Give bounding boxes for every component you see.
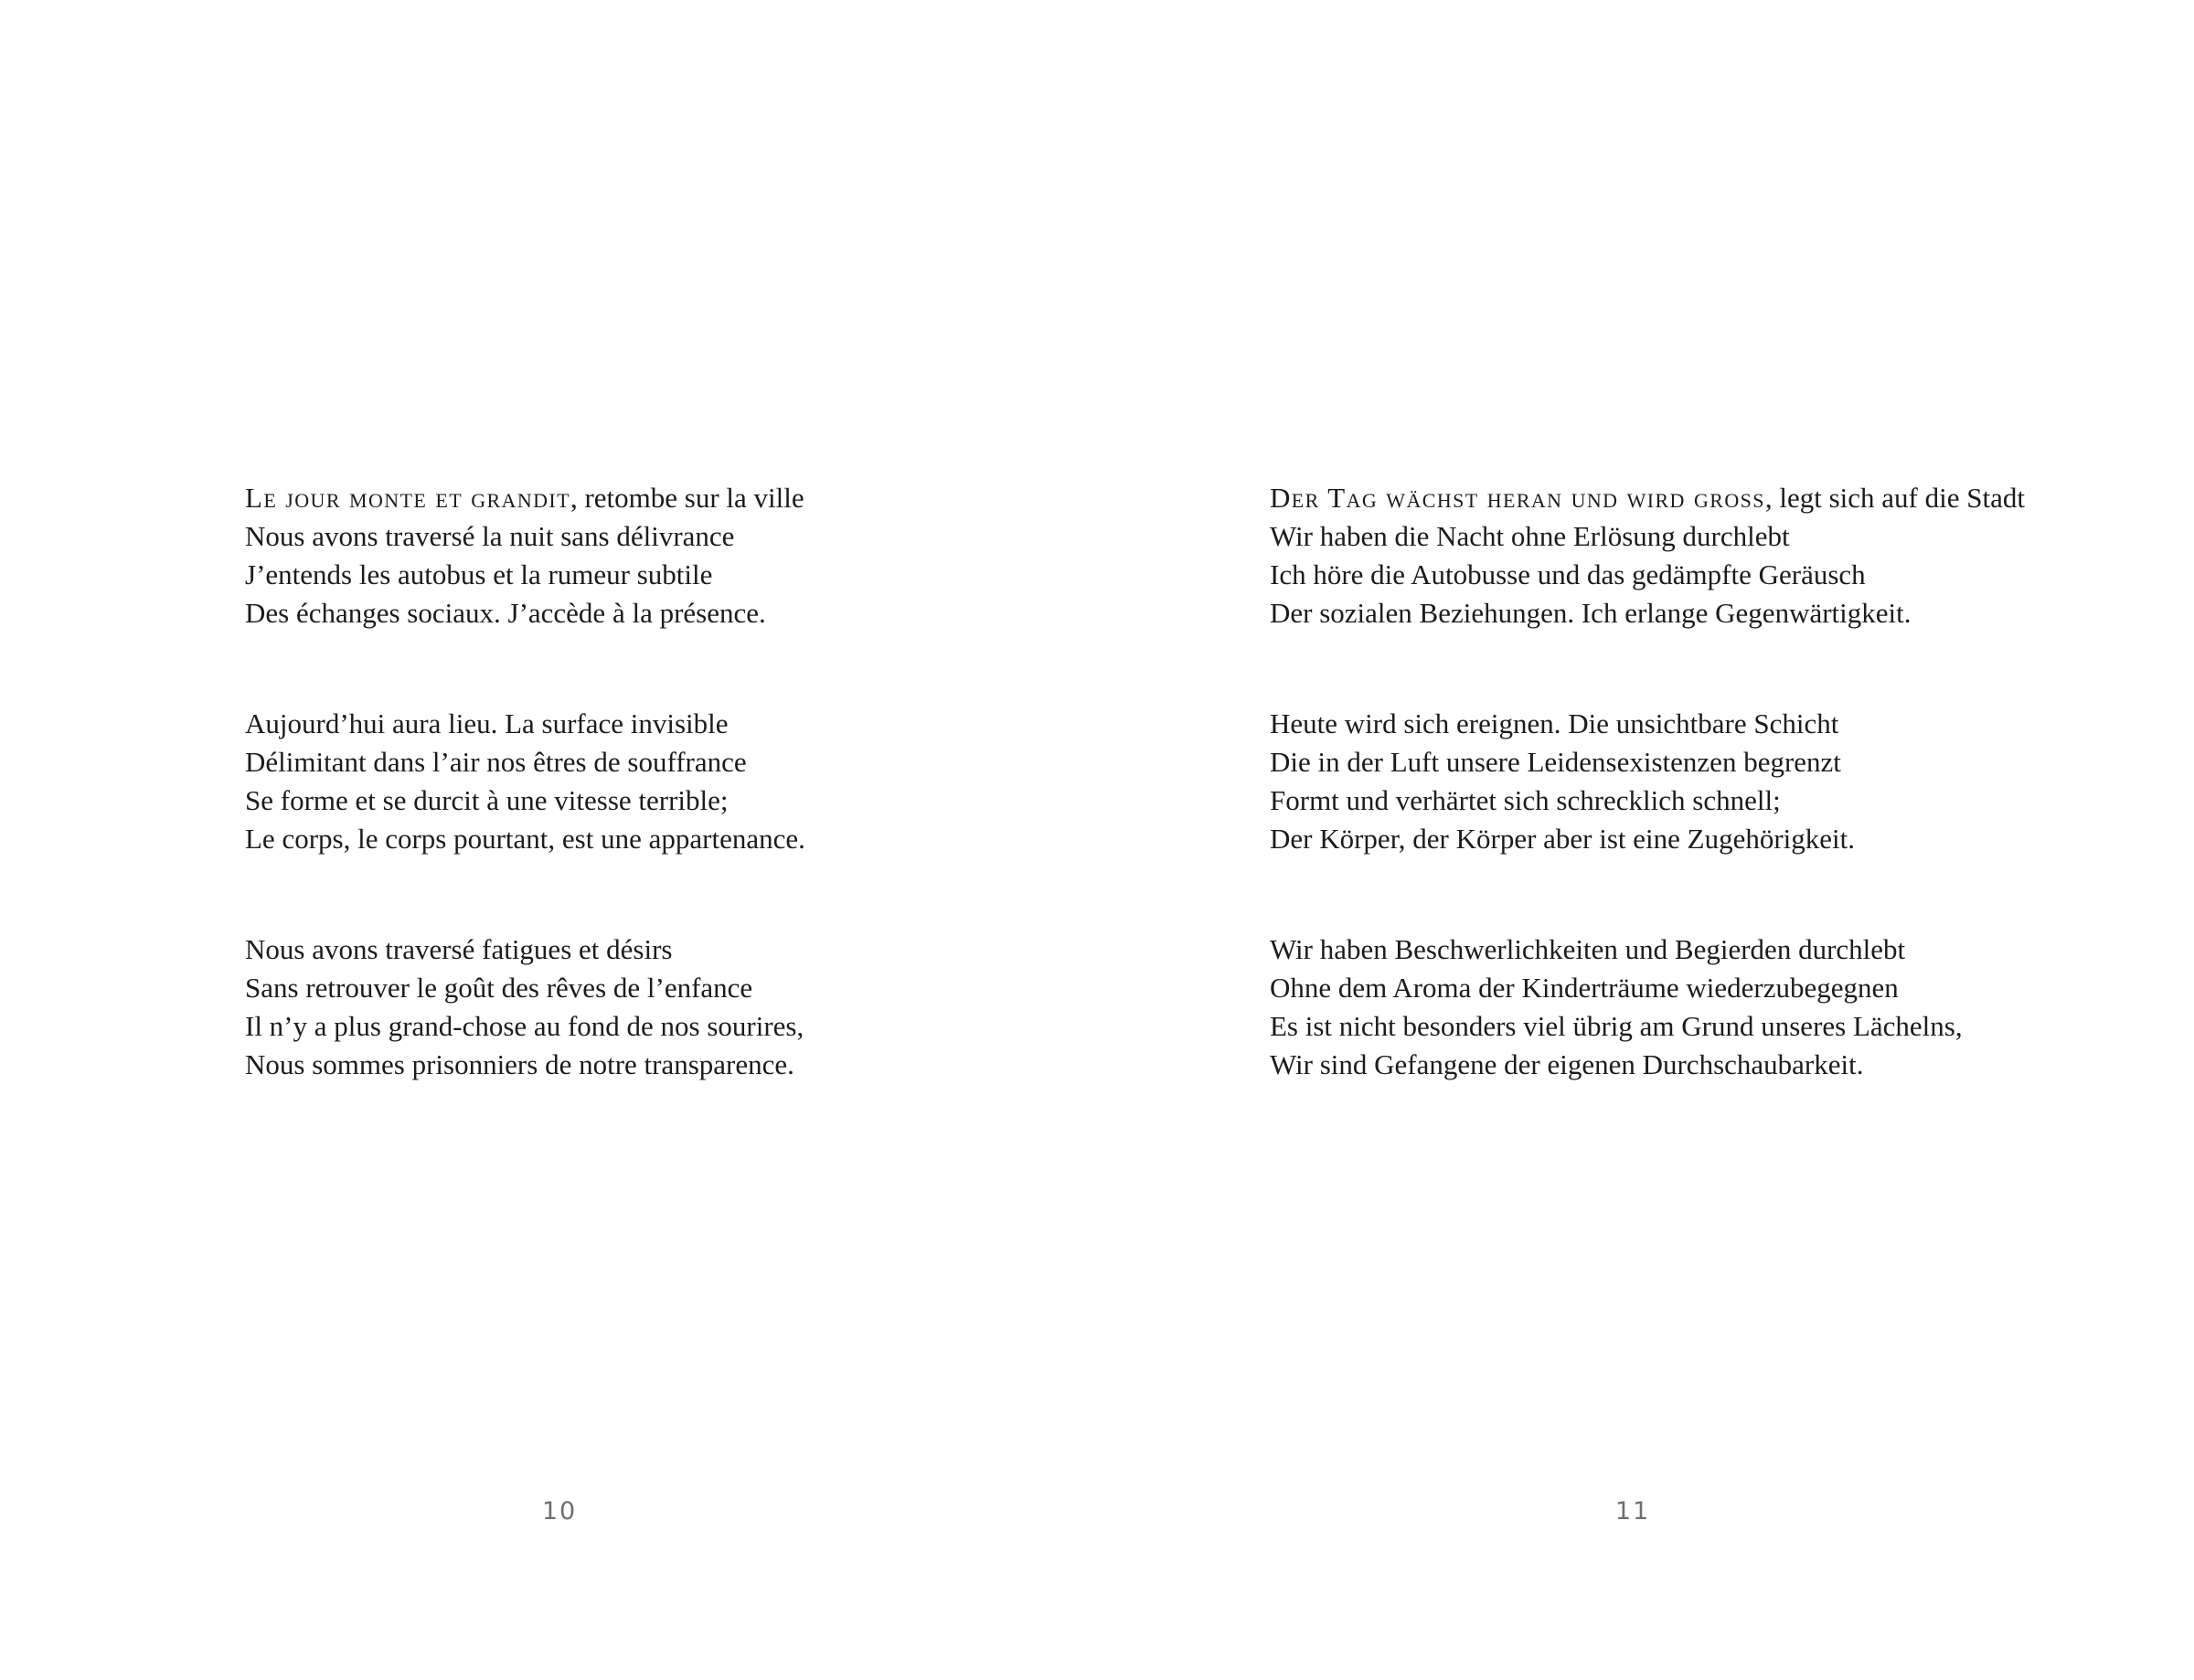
poem-french [245, 479, 805, 1156]
stanza [245, 930, 805, 1084]
poem-line: Ohne dem Aroma der Kinderträume wiederzubegegnen [1270, 972, 1899, 1004]
right-page [1097, 0, 2194, 1680]
poem-line: Wir haben Beschwerlichkeiten und Begierden durchlebt [1270, 933, 1906, 965]
poem-line: Nous sommes prisonniers de notre transparence. [245, 1048, 794, 1080]
line-rest: , retombe sur la ville [570, 482, 804, 514]
poem-line: Des échanges sociaux. J’accède à la présence. [245, 597, 766, 629]
page-number-right: 11 [1614, 1497, 1651, 1526]
page-number-left: 10 [541, 1497, 578, 1526]
poem-line [1270, 479, 2025, 517]
poem-line [245, 479, 805, 517]
small-caps-lead: Le jour monte et grandit [245, 482, 570, 514]
poem-line: Le corps, le corps pourtant, est une appartenance. [245, 823, 805, 855]
poem-line: Heute wird sich ereignen. Die unsichtbare Schicht [1270, 707, 1839, 739]
poem-line: Der Körper, der Körper aber ist eine Zugehörigkeit. [1270, 823, 1856, 855]
poem-line: Wir haben die Nacht ohne Erlösung durchlebt [1270, 520, 1790, 552]
poem-line: Die in der Luft unsere Leidensexistenzen begrenzt [1270, 746, 1841, 778]
poem-line: Aujourd’hui aura lieu. La surface invisible [245, 707, 729, 739]
poem-line: Es ist nicht besonders viel übrig am Grund unseres Lächelns, [1270, 1010, 1963, 1042]
poem-line: Délimitant dans l’air nos êtres de souffrance [245, 746, 747, 778]
small-caps-lead: Der Tag wächst heran und wird gross [1270, 482, 1765, 514]
stanza [245, 479, 805, 633]
poem-german [1270, 479, 2025, 1156]
poem-line: Nous avons traversé fatigues et désirs [245, 933, 673, 965]
poem-line: Il n’y a plus grand-chose au fond de nos sourires, [245, 1010, 804, 1042]
poem-line: J’entends les autobus et la rumeur subtile [245, 558, 713, 590]
poem-line: Formt und verhärtet sich schrecklich schnell; [1270, 784, 1781, 816]
poem-line: Sans retrouver le goût des rêves de l’enfance [245, 972, 753, 1004]
stanza [1270, 930, 2025, 1084]
stanza [1270, 705, 2025, 858]
poem-line: Ich höre die Autobusse und das gedämpfte Geräusch [1270, 558, 1866, 590]
line-rest: , legt sich auf die Stadt [1764, 482, 2025, 514]
poem-line: Der sozialen Beziehungen. Ich erlange Gegenwärtigkeit. [1270, 597, 1912, 629]
poem-line: Wir sind Gefangene der eigenen Durchschaubarkeit. [1270, 1048, 1864, 1080]
poem-line: Nous avons traversé la nuit sans délivrance [245, 520, 735, 552]
stanza [1270, 479, 2025, 633]
stanza [245, 705, 805, 858]
poem-line: Se forme et se durcit à une vitesse terrible; [245, 784, 729, 816]
